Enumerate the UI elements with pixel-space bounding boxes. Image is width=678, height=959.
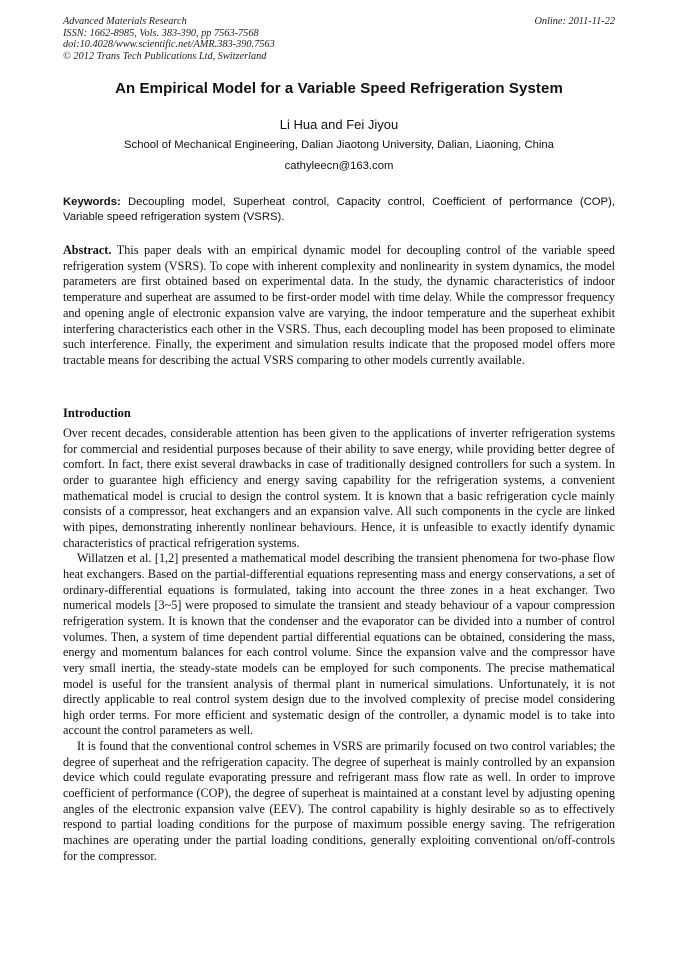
keywords-label: Keywords: <box>63 196 121 208</box>
doi-line: doi:10.4028/www.scientific.net/AMR.383-390.7563 <box>63 39 275 50</box>
author-email[interactable]: cathyleecn@163.com <box>284 160 394 172</box>
abstract-text: This paper deals with an empirical dynamic model for decoupling control of the variable speed refrigeration system (VSRS). To cope with inherent complexity and nonlinearity in system dynamics, the model parameters are first obtained based on experimental data. In the study, the dynamic characteristics of indoor temperature and superheat are assumed to be first-order model with time delay. While the compressor frequency and opening angle of electronic expansion valve are varying, the indoor temperature and the superheat exhibit interfering characteristics each other in the VSRS. Thus, each decoupling model has been proposed to eliminate such interference. Finally, the experiment and simulation results indicate that the proposed model offers more tractable means for describing the actual VSRS comparing to other models currently available. <box>63 243 615 367</box>
citation-block <box>63 16 615 62</box>
abstract-block <box>63 243 615 369</box>
author-names: Li Hua and Fei Jiyou <box>279 117 399 132</box>
journal-name: Advanced Materials Research <box>63 16 187 27</box>
section-heading-introduction: Introduction <box>63 406 131 420</box>
keywords-text: Decoupling model, Superheat control, Capacity control, Coefficient of performance (COP), Variable speed refrigeration system (VSRS). <box>63 196 615 223</box>
copyright-line: © 2012 Trans Tech Publications Ltd, Switzerland <box>63 50 267 62</box>
issn-line: ISSN: 1662-8985, Vols. 383-390, pp 7563-7568 <box>63 27 259 39</box>
abstract-label: Abstract. <box>63 243 112 257</box>
keywords-block <box>63 195 615 224</box>
intro-paragraph: It is found that the conventional control schemes in VSRS are primarily focused on two control variables; the degree of superheat and the refrigeration capacity. The degree of superheat is mainly controlled by an expansion device which could regulate evaporating pressure and refrigerant mass flow rate as well. In order to improve coefficient of performance (COP), the degree of superheat is maintained at a constant level by adjusting opening angles of the electronic expansion valve (EEV). The control capability is highly desirable so as to effectively respond to partial loading conditions for the purpose of maximum possible energy saving. The refrigeration machines are operating under the partial loading conditions, generally exploiting conventional on/off-controls for the compressor. <box>63 739 615 863</box>
intro-paragraph: Over recent decades, considerable attention has been given to the applications of inverter refrigeration systems for commercial and residential purposes because of their ability to save energy, while providing better degree of comfort. In fact, there exist several drawbacks in case of traditionally designed controllers for such a system. In order to guarantee high efficiency and energy saving capability for the refrigeration systems, a convenient mathematical model is crucial to design the control system. It is known that a basic refrigeration cycle mainly consists of a compressor, heat exchangers and an expansion valve. All such components in the cycle are linked with pipes, demonstrating inherently nonlinear behaviours. Hence, it is unfeasible to exactly identify dynamic characteristics of practical refrigeration systems. <box>63 426 615 550</box>
paper-title: An Empirical Model for a Variable Speed Refrigeration System <box>115 80 563 97</box>
online-date: Online: 2011-11-22 <box>534 16 615 27</box>
journal-header <box>63 16 615 62</box>
intro-paragraph: Willatzen et al. [1,2] presented a mathematical model describing the transient phenomena for two-phase flow heat exchangers. Based on the partial-differential equations representing mass and energy conservations, a set of ordinary-differential equations is formulated, taking into account the three zones in a heat exchanger. Two numerical models [3~5] were proposed to simulate the transient and steady behaviour of a vapour compression refrigeration system. It is known that the condenser and the evaporator can be divided into a number of control volumes. Then, a system of time dependent partial differential equations can be obtained, considering the mass, energy and momentum balances for each control volume. Since the expansion valve and the compressor have very small inertia, the steady-state models can be employed for such components. The precise mathematical model is useful for the transient analysis of thermal plant in numerical simulations. Unfortunately, it is not directly applicable to real control system design due to the involved complexity of precise model considering high order terms. For more efficient and systematic design of the controller, a dynamic model is to take into account the control parameters as well. <box>63 551 615 738</box>
affiliation: School of Mechanical Engineering, Dalian Jiaotong University, Dalian, Liaoning, China <box>124 139 554 151</box>
introduction-body <box>63 426 615 864</box>
